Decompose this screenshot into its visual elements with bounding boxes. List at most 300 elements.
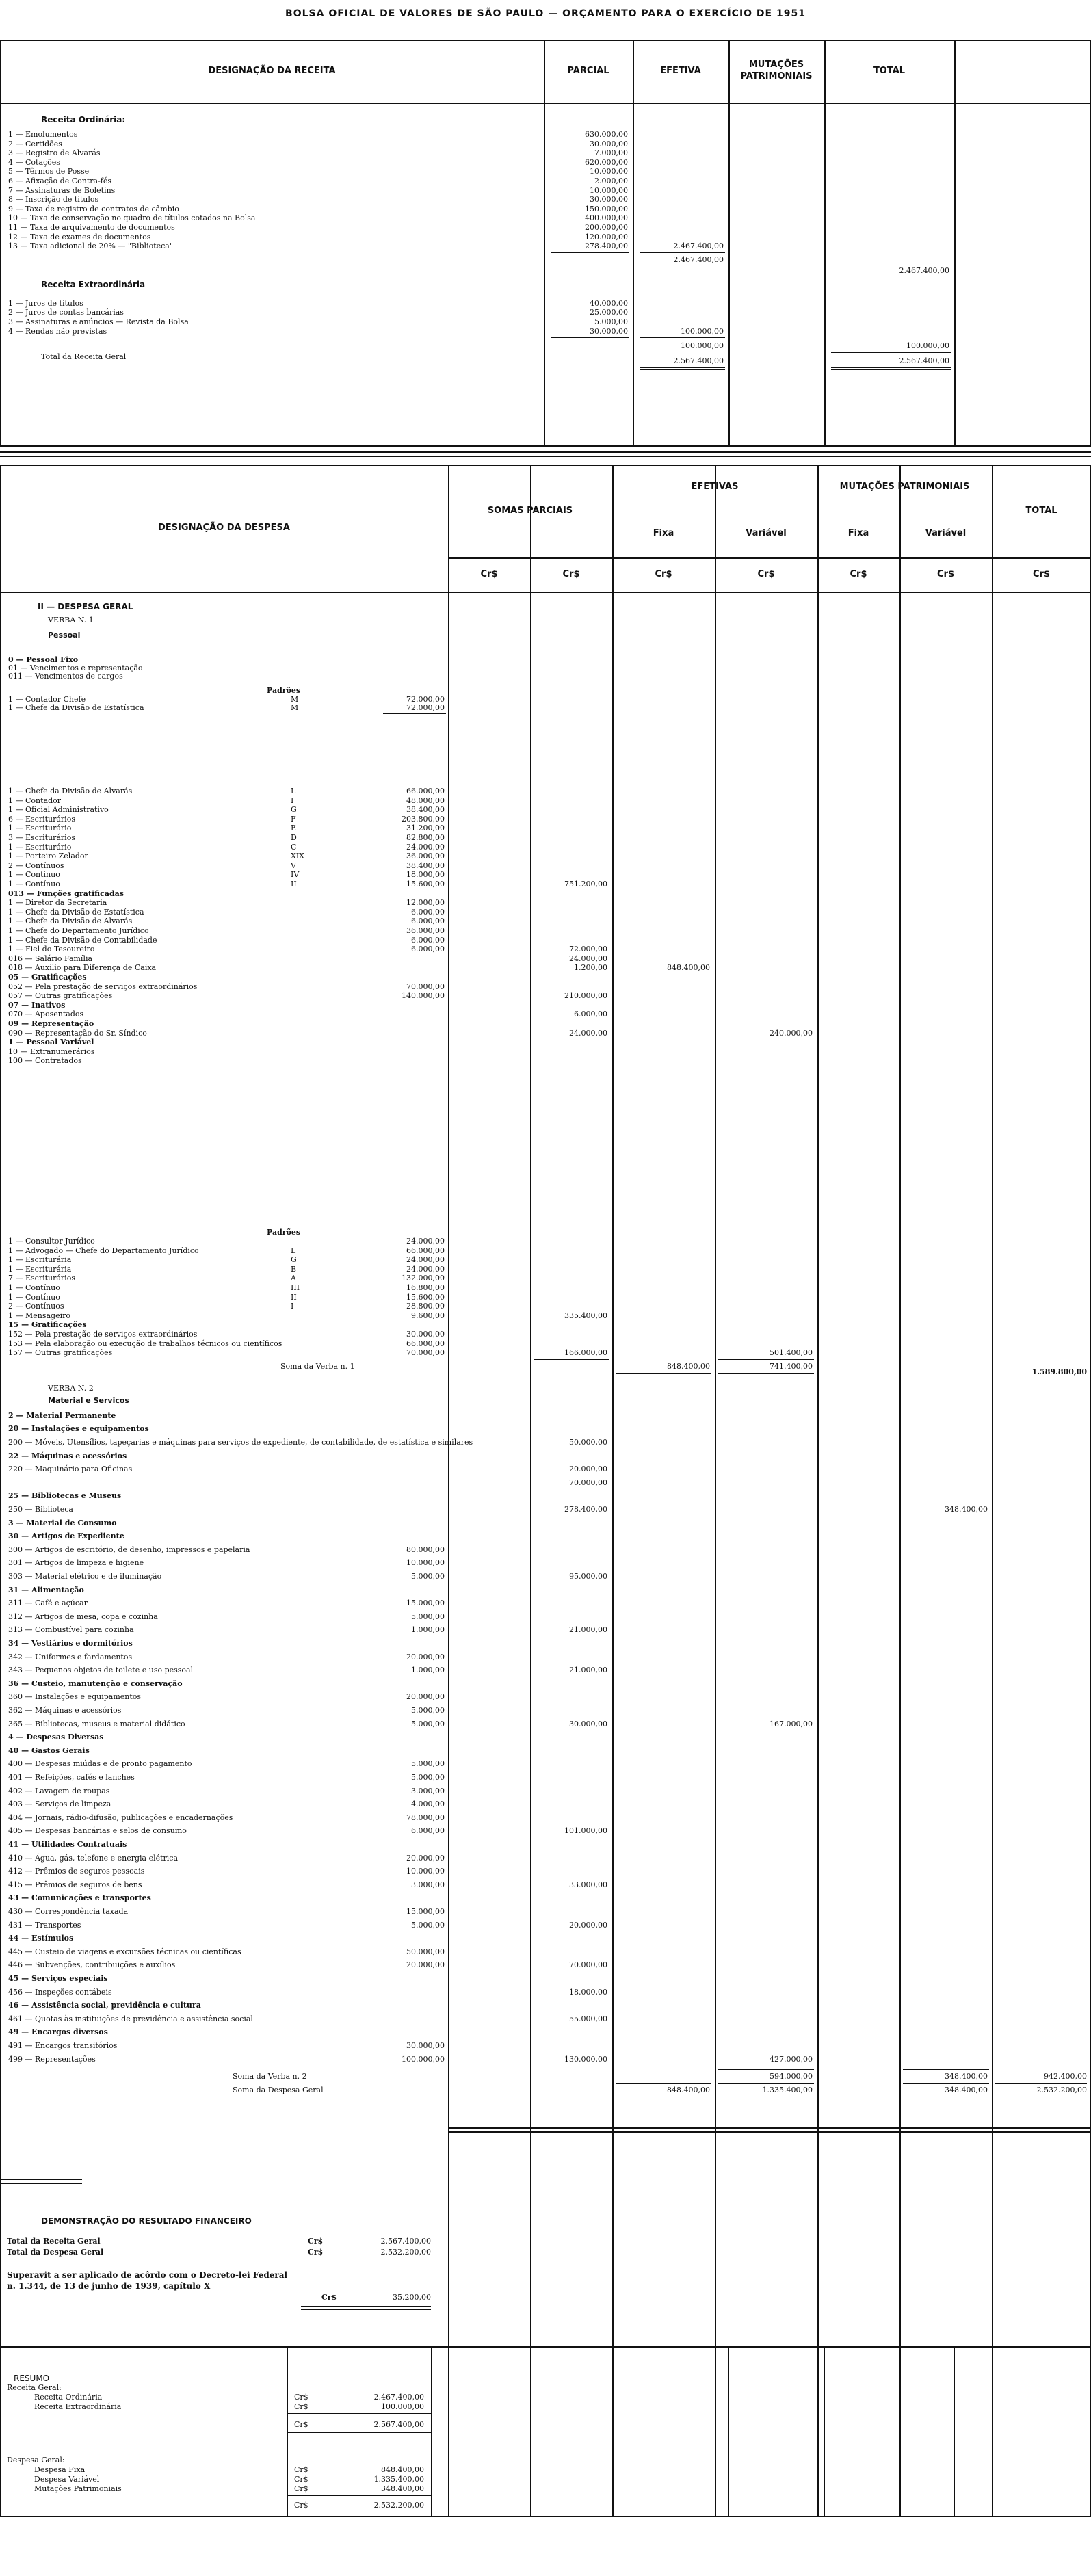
despesa-soma-parcial: 210.000,00 — [564, 991, 607, 1001]
padrao: II — [291, 880, 297, 889]
receita-item-value: 150.000,00 — [585, 204, 628, 213]
receita-extra-efetiva-sum: 100.000,00 — [681, 341, 724, 351]
header-cr-4: Cr$ — [757, 568, 775, 579]
receita-extra-label: 4 — Rendas não previstas — [8, 326, 107, 336]
receita-item-value: 10.000,00 — [590, 185, 628, 195]
receita-ordinaria-efetiva: 2.467.400,00 — [673, 241, 724, 251]
despesa-table — [0, 465, 1091, 2517]
header-mutacoes-despesa: MUTAÇÕES PATRIMONIAIS — [839, 482, 970, 492]
resumo-d1-cr: Cr$ — [294, 2465, 308, 2474]
despesa-item-label: 362 — Máquinas e acessórios — [8, 1706, 122, 1715]
despesa-item-amount: 6.000,00 — [411, 1826, 445, 1836]
receita-extra-total: 100.000,00 — [906, 341, 949, 351]
despesa-item-label: 431 — Transportes — [8, 1920, 81, 1930]
demo-despesa-label: Total da Despesa Geral — [7, 2248, 104, 2257]
divider — [616, 2083, 711, 2084]
soma2-total: 942.400,00 — [1044, 2072, 1087, 2081]
despesa-item-label: 1 — Escriturário — [8, 842, 72, 852]
despesa-item-label: 1 — Consultor Jurídico — [8, 1237, 95, 1246]
despesa-item-label: 303 — Material elétrico e de iluminação — [8, 1572, 162, 1581]
despesa-item-label: 057 — Outras gratificações — [8, 991, 113, 1001]
despesa-item-amount: 5.000,00 — [411, 1719, 445, 1729]
despesa-item-label: 013 — Funções gratificadas — [8, 889, 124, 898]
despesa-item-label: 016 — Salário Família — [8, 954, 93, 963]
resumo-d1-v: 848.400,00 — [381, 2465, 424, 2474]
despesa-item-label: 1 — Chefe da Divisão de Alvarás — [8, 787, 133, 796]
divider — [551, 337, 629, 338]
padrao: L — [291, 787, 296, 796]
despesa-item-amount: 70.000,00 — [406, 982, 445, 991]
despesa-item-label: 1 — Chefe da Divisão de Estatística — [8, 907, 144, 917]
padrao: G — [291, 805, 297, 815]
despesa-variavel-value: 427.000,00 — [770, 2054, 813, 2064]
header-cr-7: Cr$ — [1033, 568, 1050, 579]
despesa-item-amount: 20.000,00 — [406, 1652, 445, 1661]
total-receita-efetiva: 2.567.400,00 — [673, 356, 724, 366]
divider — [640, 252, 725, 253]
resumo-title: RESUMO — [14, 2374, 50, 2383]
despesa-soma-parcial: 24.000,00 — [569, 954, 607, 963]
resumo-r1-v: 2.467.400,00 — [373, 2393, 424, 2402]
despesa-item-label: 1 — Contador Chefe — [8, 695, 86, 704]
despesa-item-amount: 24.000,00 — [406, 1264, 445, 1274]
pessoal-title: Pessoal — [48, 631, 81, 640]
despesa-item-amount: 16.800,00 — [406, 1283, 445, 1292]
despesa-item-amount: 15.000,00 — [406, 1599, 445, 1608]
despesa-soma-parcial: 55.000,00 — [569, 2014, 607, 2023]
header-cr-2: Cr$ — [562, 568, 580, 579]
somag-label: Soma da Despesa Geral — [233, 2086, 324, 2095]
padrao: A — [291, 1274, 296, 1283]
despesa-item-label: 1 — Advogado — Chefe do Departamento Jurídico — [8, 1246, 199, 1255]
despesa-item-label: 7 — Escriturários — [8, 1274, 75, 1283]
despesa-geral-title: II — DESPESA GERAL — [38, 602, 133, 612]
header-cr-1: Cr$ — [480, 568, 498, 579]
despesa-soma-parcial: 21.000,00 — [569, 1625, 607, 1635]
despesa-item-label: 365 — Bibliotecas, museus e material didático — [8, 1719, 185, 1729]
despesa-soma-parcial: 335.400,00 — [564, 1311, 607, 1320]
despesa-item-amount: 15.000,00 — [406, 1907, 445, 1916]
header-efetivas: EFETIVAS — [691, 482, 739, 492]
header-cr-3: Cr$ — [655, 568, 672, 579]
resumo-r1-cr: Cr$ — [294, 2393, 308, 2402]
somag-variavel: 1.335.400,00 — [762, 2086, 813, 2095]
receita-item-label: 2 — Certidões — [8, 139, 62, 148]
despesa-item-amount: 6.000,00 — [411, 907, 445, 917]
padrao: D — [291, 833, 297, 842]
despesa-soma-parcial: 1.200,00 — [574, 963, 607, 973]
despesa-item-label: 342 — Uniformes e fardamentos — [8, 1652, 133, 1661]
padroes-header-2: Padrões — [267, 1228, 301, 1237]
despesa-item-label: 1 — Escriturária — [8, 1264, 72, 1274]
despesa-item-label: 1 — Chefe da Divisão de Alvarás — [8, 917, 133, 926]
somag-total: 2.532.200,00 — [1036, 2086, 1087, 2095]
despesa-item-label: 44 — Estímulos — [8, 1934, 74, 1943]
despesa-item-label: 1 — Contínuo — [8, 880, 60, 889]
despesa-soma-parcial: 18.000,00 — [569, 1987, 607, 1997]
despesa-item-amount: 70.000,00 — [406, 1348, 445, 1358]
receita-extra-label: 3 — Assinaturas e anúncios — Revista da Bolsa — [8, 317, 189, 326]
demonstracao-title: DEMONSTRAÇÃO DO RESULTADO FINANCEIRO — [41, 2216, 252, 2226]
divider — [616, 1373, 711, 1374]
despesa-item-amount: 140.000,00 — [402, 991, 445, 1001]
divider — [640, 337, 725, 338]
despesa-item-label: 45 — Serviços especiais — [8, 1974, 108, 1983]
despesa-item-amount: 48.000,00 — [406, 796, 445, 805]
despesa-item-amount: 12.000,00 — [406, 898, 445, 908]
header-designacao-receita: DESIGNAÇÃO DA RECEITA — [208, 65, 336, 76]
divider — [718, 2083, 814, 2084]
despesa-item-label: 430 — Correspondência taxada — [8, 1907, 129, 1916]
receita-extra-value: 30.000,00 — [590, 326, 628, 336]
despesa-item-amount: 132.000,00 — [402, 1274, 445, 1283]
header-somas-parciais: SOMAS PARCIAIS — [487, 505, 573, 516]
demo-receita-value: 2.567.400,00 — [380, 2237, 431, 2246]
despesa-item-label: 1 — Contador — [8, 796, 62, 805]
header-mutacoes: MUTAÇÕES PATRIMONIAIS — [740, 60, 813, 81]
divider — [383, 713, 446, 714]
padrao: XIX — [291, 852, 305, 861]
demo-receita-cr: Cr$ — [308, 2237, 324, 2246]
resumo-d1: Despesa Fixa — [34, 2465, 86, 2474]
despesa-item-label: 404 — Jornais, rádio-difusão, publicações e encadernações — [8, 1813, 233, 1822]
despesa-item-label: 3 — Material de Consumo — [8, 1518, 117, 1527]
demo-receita-label: Total da Receita Geral — [7, 2237, 101, 2246]
despesa-item-label: 312 — Artigos de mesa, copa e cozinha — [8, 1612, 158, 1621]
receita-extra-label: 1 — Juros de títulos — [8, 298, 83, 308]
divider — [640, 369, 725, 370]
despesa-soma-parcial: 6.000,00 — [574, 1010, 607, 1019]
despesa-item-label: 401 — Refeições, cafés e lanches — [8, 1773, 135, 1782]
despesa-soma-parcial: 24.000,00 — [569, 1028, 607, 1038]
despesa-item-amount: 3.000,00 — [411, 1786, 445, 1796]
despesa-item-amount: 10.000,00 — [406, 1558, 445, 1568]
receita-item-value: 30.000,00 — [590, 139, 628, 148]
despesa-item-amount: 9.600,00 — [411, 1311, 445, 1320]
despesa-item-label: 405 — Despesas bancárias e selos de consumo — [8, 1826, 187, 1836]
despesa-item-label: 1 — Chefe do Departamento Jurídico — [8, 926, 149, 935]
despesa-soma-parcial: 751.200,00 — [564, 880, 607, 889]
receita-item-value: 7.000,00 — [594, 148, 628, 158]
padrao: G — [291, 1255, 297, 1265]
superavit-value: 35.200,00 — [393, 2293, 431, 2302]
despesa-item-label: 200 — Móveis, Utensílios, tapeçarias e máquinas para serviços de expediente, de contabilidade, de estatística e similares — [8, 1438, 473, 1447]
despesa-item-label: 05 — Gratificações — [8, 973, 87, 982]
receita-item-value: 200.000,00 — [585, 223, 628, 232]
despesa-soma-parcial: 30.000,00 — [569, 1719, 607, 1729]
despesa-item-label: 1 — Fiel do Tesoureiro — [8, 945, 95, 954]
despesa-item-amount: 6.000,00 — [411, 917, 445, 926]
padrao: L — [291, 1246, 296, 1255]
demo-despesa — [7, 2248, 103, 2257]
despesa-item-label: 6 — Escriturários — [8, 814, 75, 824]
despesa-item-label: 1 — Diretor da Secretaria — [8, 898, 107, 908]
despesa-item-label: 30 — Artigos de Expediente — [8, 1532, 124, 1541]
despesa-item-label: 153 — Pela elaboração ou execução de trabalhos técnicos ou científicos — [8, 1339, 282, 1348]
despesa-item-label: 15 — Gratificações — [8, 1320, 87, 1330]
receita-item-value: 10.000,00 — [590, 167, 628, 176]
divider — [831, 352, 951, 353]
despesa-item-label: 4 — Despesas Diversas — [8, 1733, 104, 1742]
receita-item-value: 620.000,00 — [585, 157, 628, 167]
resumo-r2: Receita Extraordinária — [34, 2402, 122, 2411]
despesa-fixa-value: 848.400,00 — [667, 963, 710, 973]
receita-item-label: 8 — Inscrição de títulos — [8, 195, 99, 205]
divider — [831, 369, 951, 370]
despesa-item-amount: 6.000,00 — [411, 945, 445, 954]
receita-item-value: 2.000,00 — [594, 176, 628, 185]
despesa-item-label: 36 — Custeio, manutenção e conservação — [8, 1679, 183, 1688]
receita-item-value: 278.400,00 — [585, 241, 628, 251]
header-cr-5: Cr$ — [850, 568, 867, 579]
material-title: Material e Serviços — [48, 1395, 129, 1405]
receita-item-label: 13 — Taxa adicional de 20% — "Biblioteca" — [8, 241, 173, 251]
despesa-item-label: 1 — Chefe da Divisão de Estatística — [8, 703, 144, 713]
padroes-header: Padrões — [267, 686, 301, 695]
despesa-item-label: 1 — Porteiro Zelador — [8, 852, 88, 861]
despesa-item-amount: 203.800,00 — [402, 814, 445, 824]
receita-item-label: 3 — Registro de Alvarás — [8, 148, 101, 158]
header-variavel: Variável — [746, 527, 787, 538]
despesa-item-label: 1 — Oficial Administrativo — [8, 805, 109, 815]
despesa-item-label: 445 — Custeio de viagens e excursões técnicas ou científicas — [8, 1947, 241, 1956]
despesa-item-label: 491 — Encargos transitórios — [8, 2041, 118, 2050]
divider — [718, 2069, 814, 2070]
despesa-soma-parcial: 20.000,00 — [569, 1920, 607, 1930]
receita-item-value: 400.000,00 — [585, 213, 628, 223]
soma1-fixa: 848.400,00 — [667, 1361, 710, 1371]
despesa-soma-parcial: 72.000,00 — [569, 945, 607, 954]
receita-item-label: 9 — Taxa de registro de contratos de câmbio — [8, 204, 179, 213]
despesa-item-label: 40 — Gastos Gerais — [8, 1746, 90, 1755]
despesa-item-amount: 31.200,00 — [406, 824, 445, 833]
receita-ordinaria-total: 2.467.400,00 — [899, 265, 949, 275]
despesa-item-label: 1 — Escriturário — [8, 824, 72, 833]
header-cr-6: Cr$ — [937, 568, 954, 579]
despesa-item-amount: 5.000,00 — [411, 1706, 445, 1715]
despesa-item-label: 34 — Vestiários e dormitórios — [8, 1639, 133, 1648]
divider — [534, 1359, 609, 1360]
despesa-item-amount: 15.600,00 — [406, 1292, 445, 1302]
despesa-item-label: 018 — Auxílio para Diferença de Caixa — [8, 963, 157, 973]
despesa-item-amount: 20.000,00 — [406, 1960, 445, 1970]
receita-item-label: 12 — Taxa de exames de documentos — [8, 232, 151, 241]
divider — [551, 252, 629, 253]
despesa-item-label: 46 — Assistência social, previdência e cultura — [8, 2001, 201, 2010]
padrao: C — [291, 842, 297, 852]
despesa-item-label: 456 — Inspeções contábeis — [8, 1987, 112, 1997]
despesa-soma-parcial: 70.000,00 — [569, 1960, 607, 1970]
receita-item-label: 1 — Emolumentos — [8, 130, 78, 139]
divider — [831, 367, 951, 368]
divider — [718, 1373, 814, 1374]
demo-despesa-value: 2.532.200,00 — [380, 2248, 431, 2257]
despesa-item-label: 07 — Inativos — [8, 1000, 66, 1010]
despesa-item-amount: 30.000,00 — [406, 2041, 445, 2050]
despesa-item-label: 1 — Contínuo — [8, 870, 60, 880]
despesa-item-amount: 20.000,00 — [406, 1692, 445, 1702]
despesa-item-label: 22 — Máquinas e acessórios — [8, 1451, 127, 1460]
despesa-item-amount: 100.000,00 — [402, 2054, 445, 2064]
despesa-item-amount: 3.000,00 — [411, 1880, 445, 1889]
header-variavel-mut: Variável — [925, 527, 967, 538]
header-designacao-despesa: DESIGNAÇÃO DA DESPESA — [158, 523, 290, 534]
despesa-item-label: 311 — Café e açúcar — [8, 1599, 88, 1608]
despesa-item-amount: 50.000,00 — [406, 1947, 445, 1956]
resumo-dt: 2.532.200,00 — [373, 2501, 424, 2510]
despesa-item-label: 403 — Serviços de limpeza — [8, 1800, 111, 1809]
despesa-variavel-value: 167.000,00 — [770, 1719, 813, 1729]
padrao: M — [291, 703, 299, 713]
despesa-item-amount: 38.400,00 — [406, 860, 445, 870]
despesa-item-label: 461 — Quotas às instituições de previdência e assistência social — [8, 2014, 253, 2023]
receita-extra-value: 25.000,00 — [590, 308, 628, 317]
receita-item-label: 11 — Taxa de arquivamento de documentos — [8, 223, 175, 232]
divider — [903, 2069, 989, 2070]
despesa-soma-parcial: 101.000,00 — [564, 1826, 607, 1836]
despesa-item-amount: 72.000,00 — [406, 695, 445, 704]
padrao: I — [291, 796, 294, 805]
resumo-r1: Receita Ordinária — [34, 2393, 103, 2402]
despesa-item-amount: 5.000,00 — [411, 1612, 445, 1621]
despesa-item-label: 300 — Artigos de escritório, de desenho, impressos e papelaria — [8, 1545, 250, 1554]
receita-item-label: 5 — Têrmos de Posse — [8, 167, 90, 176]
total-receita-label: Total da Receita Geral — [41, 352, 127, 362]
verba1-title: VERBA N. 1 — [48, 616, 94, 625]
despesa-item-amount: 36.000,00 — [406, 926, 445, 935]
receita-item-value: 630.000,00 — [585, 130, 628, 139]
soma1-label: Soma da Verba n. 1 — [280, 1361, 355, 1371]
resumo-d3-cr: Cr$ — [294, 2484, 308, 2493]
page-title: BOLSA OFICIAL DE VALORES DE SÃO PAULO — ORÇAMENTO PARA O EXERCÍCIO DE 1951 — [285, 8, 806, 19]
despesa-item-amount: 5.000,00 — [411, 1920, 445, 1930]
padrao: I — [291, 1302, 294, 1311]
demo-receita — [7, 2237, 101, 2246]
total-receita-total: 2.567.400,00 — [899, 356, 949, 366]
divider — [640, 367, 725, 368]
receita-extra-title: Receita Extraordinária — [41, 279, 146, 289]
receita-item-value: 120.000,00 — [585, 232, 628, 241]
resumo-dt-cr: Cr$ — [294, 2501, 308, 2510]
despesa-item-label: 011 — Vencimentos de cargos — [8, 672, 123, 681]
receita-item-label: 6 — Afixação de Contra-fés — [8, 176, 112, 185]
soma2-label: Soma da Verba n. 2 — [233, 2072, 307, 2081]
despesa-item-amount: 20.000,00 — [406, 1853, 445, 1863]
despesa-item-label: 410 — Água, gás, telefone e energia elétrica — [8, 1853, 179, 1863]
padrao: E — [291, 824, 297, 833]
despesa-item-label: 49 — Encargos diversos — [8, 2027, 108, 2037]
header-parcial: PARCIAL — [567, 65, 609, 76]
despesa-item-label: 3 — Escriturários — [8, 833, 75, 842]
header-fixa-mut: Fixa — [847, 527, 869, 538]
despesa-item-label: 1 — Contínuo — [8, 1292, 60, 1302]
despesa-item-label: 2 — Contínuos — [8, 860, 64, 870]
despesa-item-label: 220 — Maquinário para Oficinas — [8, 1464, 133, 1474]
soma1-variavel: 741.400,00 — [770, 1361, 813, 1371]
receita-extra-value: 5.000,00 — [594, 317, 628, 326]
despesa-soma-parcial: 130.000,00 — [564, 2054, 607, 2064]
somag-mutacao: 348.400,00 — [945, 2086, 988, 2095]
despesa-item-label: 360 — Instalações e equipamentos — [8, 1692, 142, 1702]
receita-ordinaria-efetiva-sum: 2.467.400,00 — [673, 254, 724, 264]
receita-extra-efetiva: 100.000,00 — [681, 326, 724, 336]
despesa-item-label: 400 — Despesas miúdas e de pronto pagamento — [8, 1759, 192, 1769]
despesa-item-amount: 6.000,00 — [411, 935, 445, 945]
receita-extra-value: 40.000,00 — [590, 298, 628, 308]
padrao: M — [291, 695, 299, 704]
despesa-item-label: 157 — Outras gratificações — [8, 1348, 113, 1358]
resumo-d2: Despesa Variável — [34, 2475, 100, 2484]
padrao: IV — [291, 870, 300, 880]
despesa-item-amount: 36.000,00 — [406, 852, 445, 861]
padrao: V — [291, 860, 296, 870]
somag-fixa: 848.400,00 — [667, 2086, 710, 2095]
despesa-item-amount: 10.000,00 — [406, 1867, 445, 1876]
despesa-item-amount: 78.000,00 — [406, 1813, 445, 1822]
despesa-item-amount: 5.000,00 — [411, 1759, 445, 1769]
despesa-item-label: 01 — Vencimentos e representação — [8, 663, 143, 673]
despesa-item-label: 1 — Escriturária — [8, 1255, 72, 1265]
resumo-rt: 2.567.400,00 — [373, 2420, 424, 2429]
despesa-item-label: 100 — Contratados — [8, 1056, 82, 1066]
verba2-title: VERBA N. 2 — [48, 1383, 94, 1393]
despesa-item-label: 41 — Utilidades Contratuais — [8, 1840, 127, 1849]
despesa-item-amount: 66.000,00 — [406, 1246, 445, 1255]
superavit-label: Superavit a ser aplicado de acôrdo com o Decreto-lei Federal n. 1.344, de 13 de junho de 1939, capítulo X — [7, 2270, 288, 2291]
despesa-item-amount: 24.000,00 — [406, 1237, 445, 1246]
despesa-item-label: 412 — Prêmios de seguros pessoais — [8, 1867, 145, 1876]
receita-extra-label: 2 — Juros de contas bancárias — [8, 308, 124, 317]
despesa-item-label: 090 — Representação do Sr. Síndico — [8, 1028, 147, 1038]
despesa-item-label: 10 — Extranumerários — [8, 1047, 95, 1056]
despesa-soma-parcial: 95.000,00 — [569, 1572, 607, 1581]
despesa-item-label: 499 — Representações — [8, 2054, 96, 2064]
despesa-soma-parcial: 20.000,00 — [569, 1464, 607, 1474]
despesa-item-label: 070 — Aposentados — [8, 1010, 84, 1019]
despesa-variavel-value: 240.000,00 — [770, 1028, 813, 1038]
despesa-item-label: 43 — Comunicações e transportes — [8, 1893, 151, 1903]
despesa-item-amount: 5.000,00 — [411, 1572, 445, 1581]
header-efetiva: EFETIVA — [660, 65, 701, 76]
despesa-item-label: 301 — Artigos de limpeza e higiene — [8, 1558, 144, 1568]
padrao: F — [291, 814, 296, 824]
despesa-item-label: 152 — Pela prestação de serviços extraordinários — [8, 1330, 198, 1339]
despesa-item-label: 2 — Material Permanente — [8, 1410, 116, 1420]
despesa-item-amount: 24.000,00 — [406, 842, 445, 852]
resumo-d2-cr: Cr$ — [294, 2475, 308, 2484]
despesa-soma-parcial: 33.000,00 — [569, 1880, 607, 1889]
despesa-item-label: 0 — Pessoal Fixo — [8, 655, 79, 664]
divider — [995, 2083, 1087, 2084]
despesa-item-amount: 24.000,00 — [406, 1255, 445, 1265]
resumo-r2-cr: Cr$ — [294, 2402, 308, 2411]
despesa-item-amount: 66.000,00 — [406, 1339, 445, 1348]
despesa-item-amount: 80.000,00 — [406, 1545, 445, 1554]
despesa-mutacao-value: 348.400,00 — [945, 1505, 988, 1514]
superavit-cr: Cr$ — [321, 2293, 337, 2302]
receita-item-label: 7 — Assinaturas de Boletins — [8, 185, 116, 195]
resumo-despesa-title: Despesa Geral: — [7, 2456, 65, 2465]
despesa-soma-parcial: 278.400,00 — [564, 1505, 607, 1514]
despesa-soma-parcial: 166.000,00 — [564, 1348, 607, 1358]
despesa-item-label: 1 — Mensageiro — [8, 1311, 71, 1320]
despesa-item-label: 402 — Lavagem de roupas — [8, 1786, 110, 1796]
header-fixa: Fixa — [653, 527, 674, 538]
divider — [718, 1359, 814, 1360]
despesa-item-label: 313 — Combustível para cozinha — [8, 1625, 134, 1635]
padrao: III — [291, 1283, 300, 1292]
despesa-item-label: 250 — Biblioteca — [8, 1505, 73, 1514]
